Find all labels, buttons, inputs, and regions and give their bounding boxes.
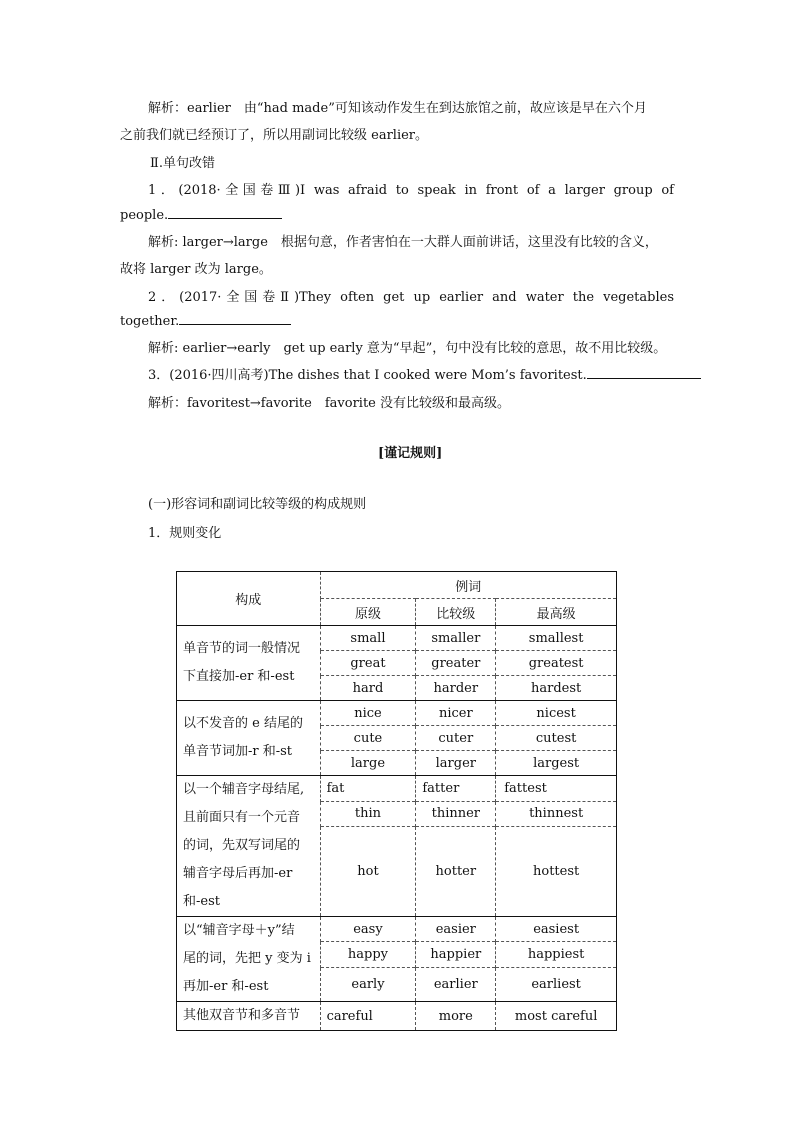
table-cell: greater: [416, 651, 496, 676]
rule-label-line: 以不发音的 e 结尾的: [183, 716, 303, 731]
table-cell: nice: [320, 701, 416, 726]
table-cell: largest: [496, 751, 617, 776]
analysis-0-line1: 解析：earlier 由“had made”可知该动作发生在到达旅馆之前，故应该是早在六个月: [148, 101, 647, 116]
rule-label: [177, 917, 321, 1002]
table-cell: thin: [320, 801, 416, 827]
answer-blank-2[interactable]: [179, 312, 291, 325]
rule-label-line: 下直接加-er 和-est: [183, 669, 295, 684]
table-cell: nicer: [416, 701, 496, 726]
table-cell: great: [320, 651, 416, 676]
table-cell: fattest: [496, 776, 617, 802]
question-3-line1: [148, 364, 701, 383]
table-cell: cuter: [416, 726, 496, 751]
question-1-analysis-line2: 故将 larger 改为 large。: [120, 262, 272, 277]
table-cell: easiest: [496, 917, 617, 942]
table-cell: smaller: [416, 626, 496, 651]
question-2-text: together.: [120, 314, 180, 329]
subsection-title: (一)形容词和副词比较等级的构成规则: [148, 497, 367, 512]
table-cell: careful: [320, 1002, 416, 1031]
table-cell: hotter: [416, 827, 496, 917]
table-cell: cutest: [496, 726, 617, 751]
question-1-line1: 1．(2018·全国卷Ⅲ)I was afraid to speak in front of a larger group of: [148, 183, 674, 198]
table-cell: fatter: [416, 776, 496, 802]
header-composition: 构成: [177, 572, 321, 626]
question-2-analysis: 解析: earlier→early get up early 意为“早起”，句中没有比较的意思，故不用比较级。: [148, 341, 667, 356]
header-comparative: 比较级: [416, 599, 496, 626]
analysis-0-line2: 之前我们就已经预订了，所以用副词比较级 earlier。: [120, 128, 429, 143]
answer-blank-3[interactable]: [587, 366, 701, 379]
table-cell: hardest: [496, 676, 617, 701]
header-positive: 原级: [320, 599, 416, 626]
header-superlative: 最高级: [496, 599, 617, 626]
answer-blank-1[interactable]: [168, 206, 282, 219]
rule-label-line: 的词，先双写词尾的: [183, 838, 301, 853]
header-example-words: 例词: [320, 572, 616, 599]
table-cell: early: [320, 967, 416, 1001]
table-cell: happy: [320, 942, 416, 967]
rule-label-line: 其他双音节和多音节: [183, 1008, 301, 1023]
table-cell: greatest: [496, 651, 617, 676]
table-cell: smallest: [496, 626, 617, 651]
table-cell: large: [320, 751, 416, 776]
rule-label-line: 单音节词加-r 和-st: [183, 744, 293, 759]
item-title-regular-changes: 1．规则变化: [148, 526, 222, 541]
rule-label-line: 且前面只有一个元音: [183, 810, 301, 825]
rules-heading: [谨记规则]: [378, 446, 443, 461]
question-3-text: 3．(2016·四川高考)The dishes that I cooked were Mom’s favoritest.: [148, 368, 587, 383]
table-cell: small: [320, 626, 416, 651]
question-3-analysis: 解析：favoritest→favorite favorite 没有比较级和最高级。: [148, 396, 510, 411]
question-2-line2: [120, 312, 291, 329]
table-cell: hard: [320, 676, 416, 701]
table-cell: happiest: [496, 942, 617, 967]
question-2-line1: 2．(2017·全国卷Ⅱ)They often get up earlier and water the vegetables: [148, 290, 674, 305]
table-cell: larger: [416, 751, 496, 776]
rule-label-line: 尾的词，先把 y 变为 i: [183, 951, 311, 966]
rule-label: [177, 701, 321, 776]
table-cell: more: [416, 1002, 496, 1031]
rule-label: [177, 776, 321, 917]
rule-label: [177, 1002, 321, 1031]
table-cell: thinnest: [496, 801, 617, 827]
table-cell: harder: [416, 676, 496, 701]
rule-label-line: 和-est: [183, 894, 220, 909]
table-cell: earliest: [496, 967, 617, 1001]
table-cell: fat: [320, 776, 416, 802]
section-title-error-correction: Ⅱ.单句改错: [150, 156, 215, 171]
rule-label-line: 以“辅音字母＋y”结: [183, 923, 295, 938]
table-cell: easier: [416, 917, 496, 942]
table-cell: hot: [320, 827, 416, 917]
table-cell: earlier: [416, 967, 496, 1001]
rule-label-line: 以一个辅音字母结尾,: [183, 782, 305, 797]
rule-label-line: 辅音字母后再加-er: [183, 866, 293, 881]
table-cell: happier: [416, 942, 496, 967]
rule-label-line: 单音节的词一般情况: [183, 641, 301, 656]
question-1-text: people.: [120, 208, 169, 223]
question-1-analysis-line1: 解析: larger→large 根据句意，作者害怕在一大群人面前讲话，这里没有比较的含义，: [148, 235, 658, 250]
table-cell: easy: [320, 917, 416, 942]
table-cell: nicest: [496, 701, 617, 726]
table-cell: cute: [320, 726, 416, 751]
table-cell: most careful: [496, 1002, 617, 1031]
comparison-rules-table: [176, 571, 617, 1031]
rule-label-line: 再加-er 和-est: [183, 979, 269, 994]
rule-label: [177, 626, 321, 701]
table-cell: thinner: [416, 801, 496, 827]
table-cell: hottest: [496, 827, 617, 917]
question-1-line2: [120, 206, 282, 223]
